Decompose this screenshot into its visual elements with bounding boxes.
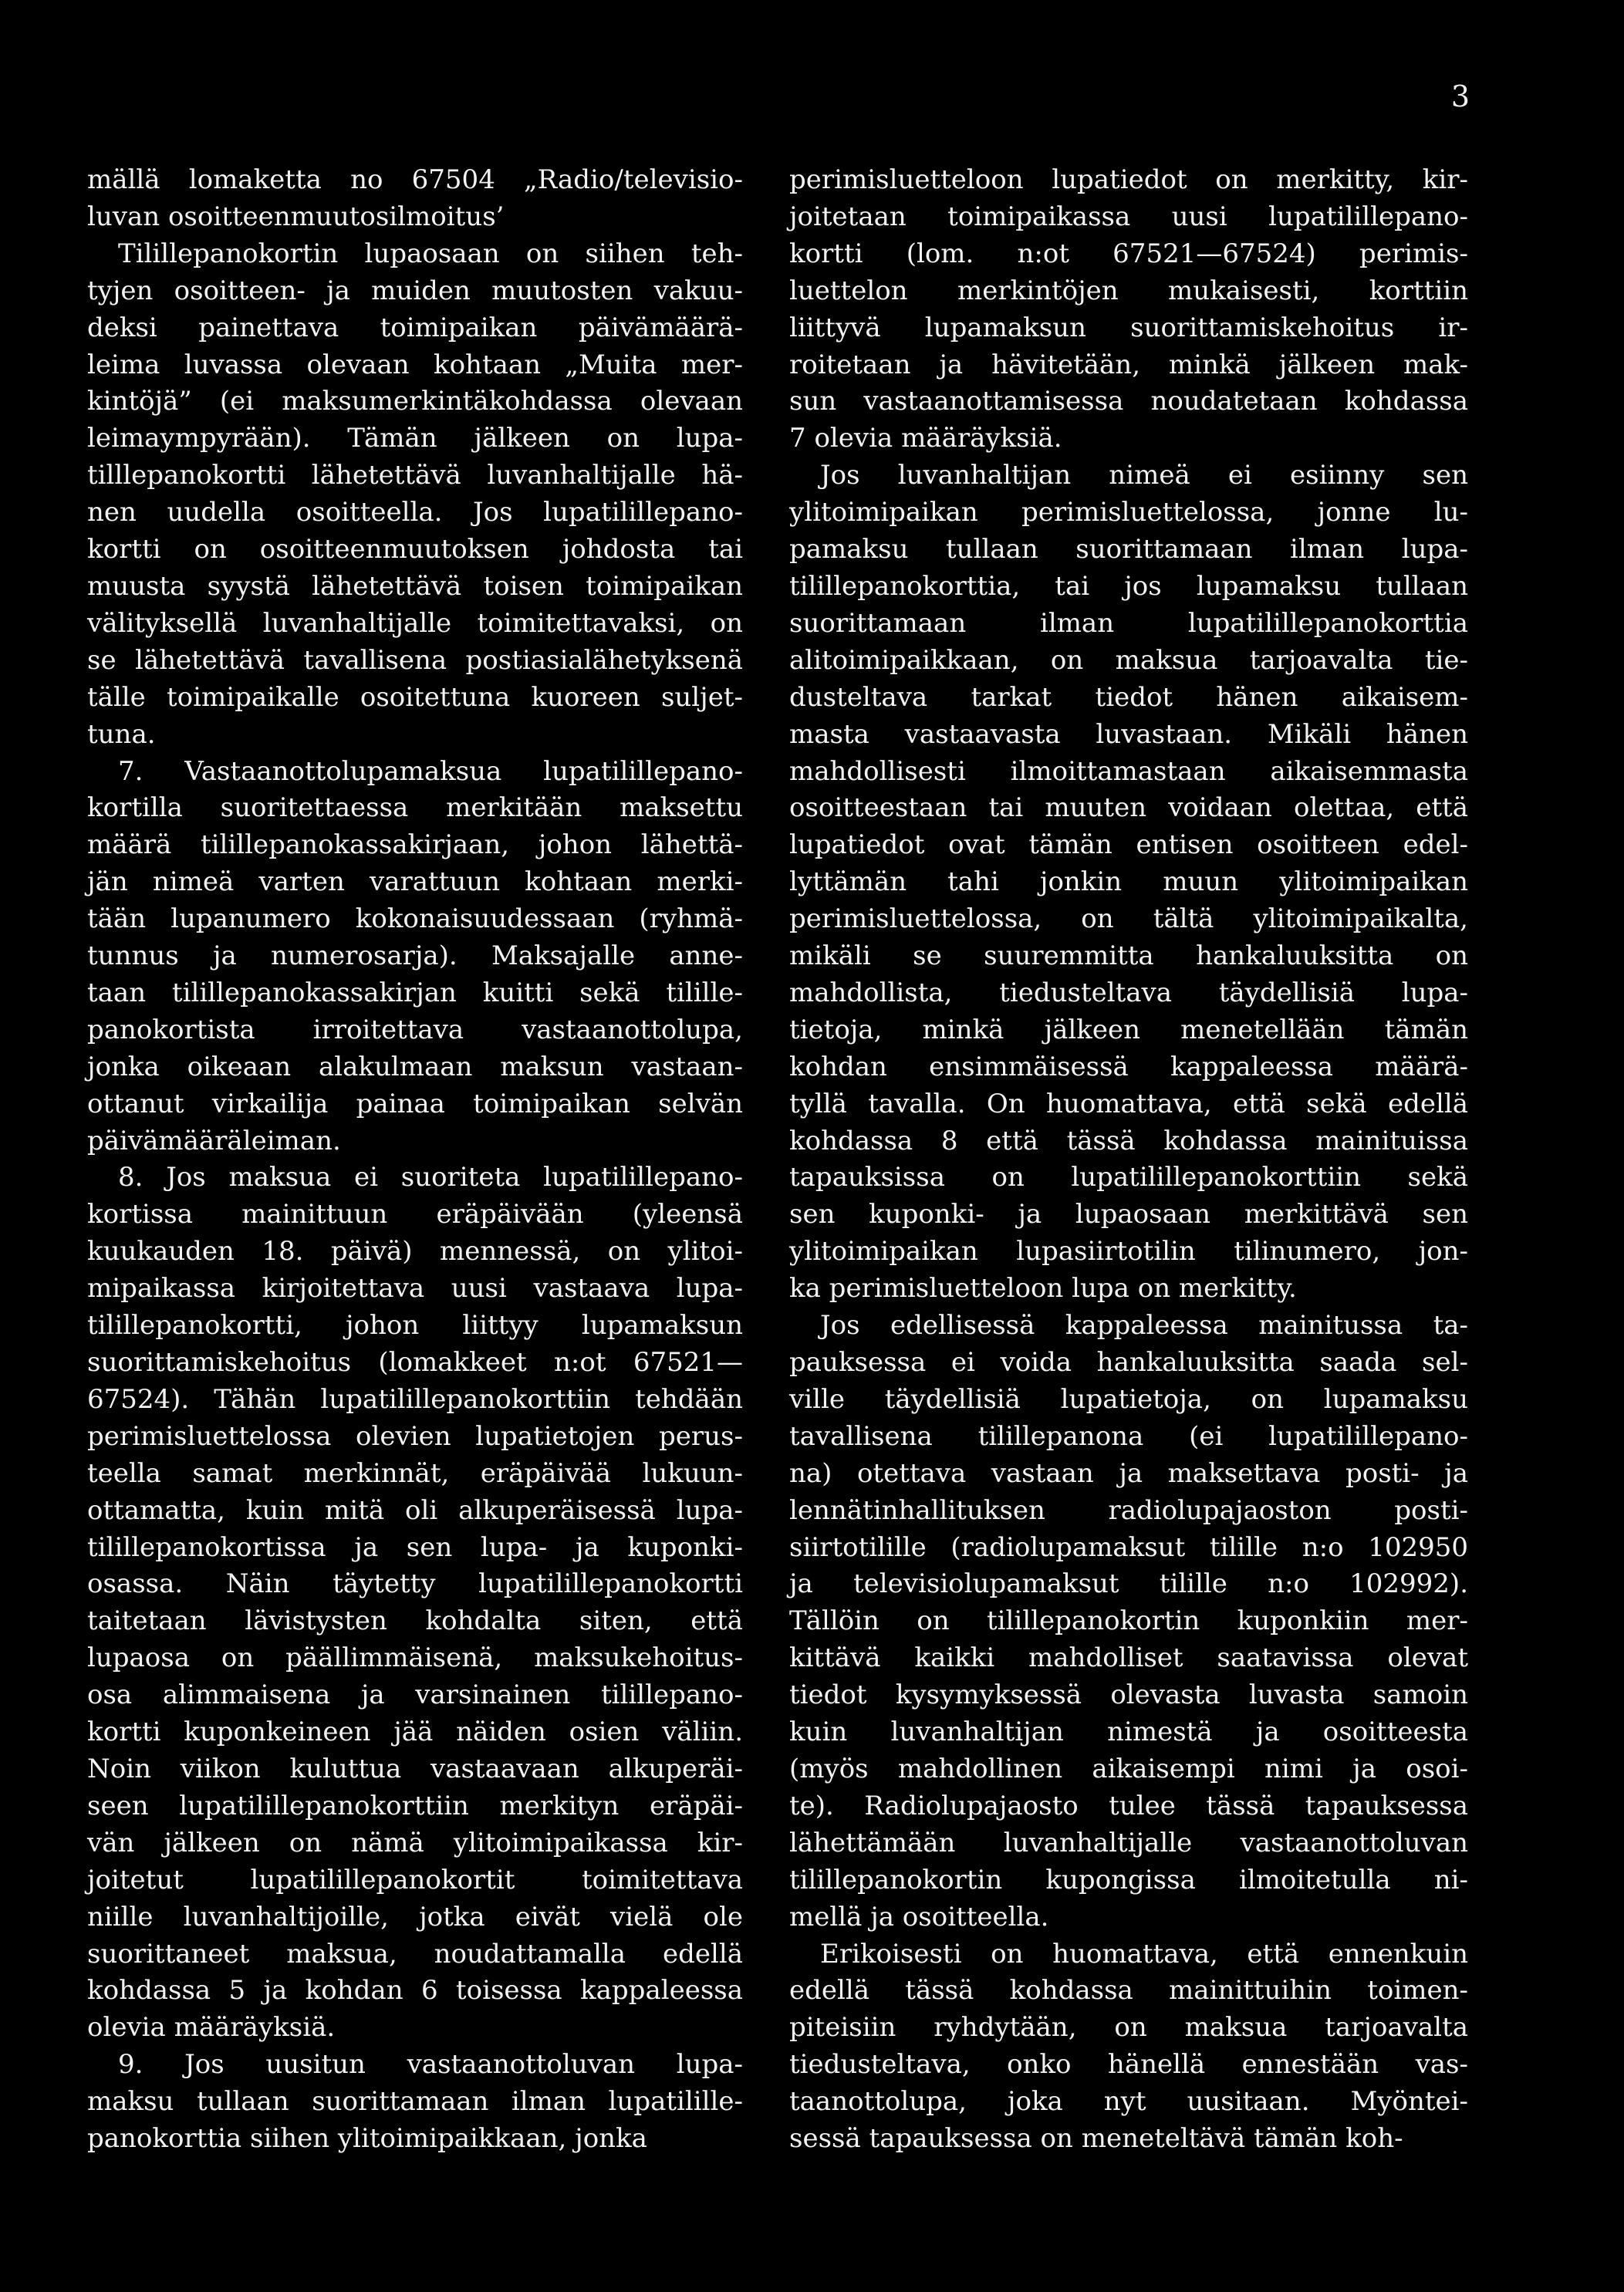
text-line: mipaikassa kirjoitettava uusi vastaava lupa- bbox=[87, 1273, 743, 1305]
text-line: Jos edellisessä kappaleessa mainitussa ta- bbox=[820, 1310, 1468, 1342]
text-line: leimaympyrään). Tämän jälkeen on lupa- bbox=[87, 423, 743, 454]
text-line: roitetaan ja hävitetään, minkä jälkeen mak- bbox=[789, 349, 1468, 380]
text-line: pamaksu tullaan suorittamaan ilman lupa- bbox=[789, 534, 1468, 565]
text-line: sun vastaanottamisessa noudatetaan kohdassa bbox=[789, 386, 1468, 417]
text-line: osoitteestaan tai muuten voidaan olettaa, että bbox=[789, 792, 1468, 824]
text-line: tilillepanokortin kupongissa ilmoitetulla ni- bbox=[789, 1864, 1468, 1895]
text-line: lennätinhallituksen radiolupajaoston posti- bbox=[789, 1494, 1468, 1526]
text-line: 9. Jos uusitun vastaanottoluvan lupa- bbox=[118, 2049, 743, 2081]
text-line: perimisluettelossa olevien lupatietojen perus- bbox=[87, 1420, 743, 1452]
text-line: kortti (lom. n:ot 67521—67524) perimis- bbox=[789, 238, 1468, 269]
text-line: nen uudella osoitteella. Jos lupatilillepano- bbox=[87, 497, 743, 528]
text-line: kohdassa 8 että tässä kohdassa mainituissa bbox=[789, 1125, 1468, 1156]
text-line: tiedot kysymyksessä olevasta luvasta samoin bbox=[789, 1679, 1468, 1711]
page-number: 3 bbox=[1450, 79, 1470, 113]
text-line: kohdan ensimmäisessä kappaleessa määrä- bbox=[789, 1051, 1468, 1082]
text-line: (myös mahdollinen aikaisempi nimi ja osoi- bbox=[789, 1753, 1468, 1784]
text-line: tavallisena tilillepanona (ei lupatilillepano- bbox=[789, 1420, 1468, 1452]
text-line: kortilla suoritettaessa merkitään maksettu bbox=[87, 792, 743, 824]
text-line: osassa. Näin täytetty lupatilillepanokortti bbox=[87, 1568, 743, 1600]
text-line: ylitoimipaikan perimisluettelossa, jonne lu- bbox=[789, 497, 1468, 528]
text-line: tilillepanokorttia, tai jos lupamaksu tullaan bbox=[789, 570, 1468, 602]
text-line: sessä tapauksessa on meneteltävä tämän koh- bbox=[789, 2123, 1403, 2155]
text-line: mikäli se suuremmitta hankaluuksitta on bbox=[789, 940, 1468, 972]
text-line: mellä ja osoitteella. bbox=[789, 1901, 1049, 1933]
right-column bbox=[789, 162, 1468, 2158]
text-line: tilillepanokortti, johon liittyy lupamaksun bbox=[87, 1310, 743, 1342]
text-line: tunnus ja numerosarja). Maksajalle anne- bbox=[87, 940, 743, 972]
text-line: sen kuponki- ja lupaosaan merkittävä sen bbox=[789, 1199, 1468, 1230]
text-line: lähettämään luvanhaltijalle vastaanottoluvan bbox=[789, 1827, 1468, 1858]
text-line: tyjen osoitteen- ja muiden muutosten vakuu- bbox=[87, 275, 743, 306]
text-line: alitoimipaikkaan, on maksua tarjoavalta tie- bbox=[789, 644, 1468, 676]
text-line: Erikoisesti on huomattava, että ennenkuin bbox=[820, 1938, 1468, 1970]
text-line: muusta syystä lähetettävä toisen toimipaikan bbox=[87, 570, 743, 602]
text-line: välityksellä luvanhaltijalle toimitettavaksi, on bbox=[87, 607, 743, 639]
text-line: kortti on osoitteenmuutoksen johdosta tai bbox=[87, 534, 743, 565]
text-line: Tällöin on tilillepanokortin kuponkiin mer- bbox=[789, 1605, 1468, 1637]
text-line: joitetut lupatilillepanokortit toimitettava bbox=[87, 1864, 743, 1895]
text-line: kuukauden 18. päivä) mennessä, on ylitoi- bbox=[87, 1236, 743, 1268]
text-line: na) otettava vastaan ja maksettava posti- ja bbox=[789, 1457, 1468, 1489]
text-line: perimisluetteloon lupatiedot on merkitty, kir- bbox=[789, 164, 1468, 195]
text-line: kortissa mainittuun eräpäivään (yleensä bbox=[87, 1199, 743, 1230]
text-line: panokortista irroitettava vastaanottolupa, bbox=[87, 1014, 743, 1045]
text-line: tilillepanokortissa ja sen lupa- ja kuponki- bbox=[87, 1531, 743, 1563]
text-line: Tilillepanokortin lupaosaan on siihen teh- bbox=[118, 238, 743, 269]
text-line: taitetaan lävistysten kohdalta siten, että bbox=[87, 1605, 743, 1637]
text-line: Jos luvanhaltijan nimeä ei esiinny sen bbox=[820, 460, 1468, 491]
text-line: maksu tullaan suorittamaan ilman lupatilille- bbox=[87, 2086, 743, 2118]
text-line: panokorttia siihen ylitoimipaikkaan, jonka bbox=[87, 2123, 647, 2155]
text-line: määrä tilillepanokassakirjaan, johon lähettä- bbox=[87, 829, 743, 861]
text-line: luvan osoitteenmuutosilmoitus’ bbox=[87, 201, 505, 232]
text-line: olevia määräyksiä. bbox=[87, 2012, 336, 2044]
text-line: tälle toimipaikalle osoitettuna kuoreen suljet- bbox=[87, 681, 743, 713]
text-line: ville täydellisiä lupatietoja, on lupamaksu bbox=[789, 1383, 1468, 1415]
text-line: seen lupatilillepanokorttiin merkityn eräpäi- bbox=[87, 1790, 743, 1821]
text-line: edellä tässä kohdassa mainittuihin toimen- bbox=[789, 1975, 1468, 2007]
text-line: suorittamiskehoitus (lomakkeet n:ot 67521— bbox=[87, 1347, 743, 1378]
text-line: siirtotilille (radiolupamaksut tilille n:o 102950 bbox=[789, 1531, 1468, 1563]
text-line: mahdollista, tiedusteltava täydellisiä lupa- bbox=[789, 977, 1468, 1008]
text-line: tuna. bbox=[87, 718, 156, 750]
text-line: kohdassa 5 ja kohdan 6 toisessa kappaleessa bbox=[87, 1975, 743, 2007]
text-line: mahdollisesti ilmoittamastaan aikaisemmasta bbox=[789, 755, 1468, 787]
text-line: tyllä tavalla. On huomattava, että sekä edellä bbox=[789, 1088, 1468, 1119]
text-line: kuin luvanhaltijan nimestä ja osoitteesta bbox=[789, 1716, 1468, 1748]
text-line: tään lupanumero kokonaisuudessaan (ryhmä- bbox=[87, 903, 743, 935]
left-column bbox=[87, 162, 743, 2158]
text-line: taanottolupa, joka nyt uusitaan. Myöntei- bbox=[789, 2086, 1468, 2118]
text-line: lyttämän tahi jonkin muun ylitoimipaikan bbox=[789, 866, 1468, 898]
text-line: kittävä kaikki mahdolliset saatavissa olevat bbox=[789, 1642, 1468, 1674]
text-line: päivämääräleiman. bbox=[87, 1125, 341, 1156]
text-line: lupaosa on päällimmäisenä, maksukehoitus- bbox=[87, 1642, 743, 1674]
text-line: ka perimisluetteloon lupa on merkitty. bbox=[789, 1273, 1297, 1305]
text-line: niille luvanhaltijoille, jotka eivät vielä ole bbox=[87, 1901, 743, 1933]
text-line: mällä lomaketta no 67504 „Radio/televisio- bbox=[87, 164, 743, 195]
text-line: vän jälkeen on nämä ylitoimipaikassa kir- bbox=[87, 1827, 743, 1858]
text-line: tilllepanokortti lähetettävä luvanhaltijalle hä- bbox=[87, 460, 743, 491]
text-line: kintöjä” (ei maksumerkintäkohdassa olevaan bbox=[87, 386, 743, 417]
text-line: leima luvassa olevaan kohtaan „Muita mer- bbox=[87, 349, 743, 380]
text-line: Noin viikon kuluttua vastaavaan alkuperäi- bbox=[87, 1753, 743, 1784]
text-line: 7. Vastaanottolupamaksua lupatilillepano- bbox=[118, 755, 743, 787]
text-line: jän nimeä varten varattuun kohtaan merki- bbox=[87, 866, 743, 898]
text-line: masta vastaavasta luvastaan. Mikäli hänen bbox=[789, 718, 1468, 750]
text-line: jonka oikeaan alakulmaan maksun vastaan- bbox=[87, 1051, 743, 1082]
text-line: joitetaan toimipaikassa uusi lupatilillepano- bbox=[789, 201, 1468, 232]
text-line: tietoja, minkä jälkeen menetellään tämän bbox=[789, 1014, 1468, 1045]
text-line: suorittamaan ilman lupatilillepanokorttia bbox=[789, 607, 1468, 639]
text-line: ylitoimipaikan lupasiirtotilin tilinumero, jon- bbox=[789, 1236, 1468, 1268]
text-line: teella samat merkinnät, eräpäivää lukuun- bbox=[87, 1457, 743, 1489]
text-line: te). Radiolupajaosto tulee tässä tapauksessa bbox=[789, 1790, 1468, 1821]
text-line: suorittaneet maksua, noudattamalla edellä bbox=[87, 1938, 743, 1970]
text-line: liittyvä lupamaksun suorittamiskehoitus ir- bbox=[789, 312, 1468, 343]
text-line: pauksessa ei voida hankaluuksitta saada sel- bbox=[789, 1347, 1468, 1378]
text-line: kortti kuponkeineen jää näiden osien väliin. bbox=[87, 1716, 743, 1748]
text-line: 67524). Tähän lupatilillepanokorttiin tehdään bbox=[87, 1383, 743, 1415]
text-line: 8. Jos maksua ei suoriteta lupatilillepano- bbox=[118, 1162, 743, 1193]
text-line: se lähetettävä tavallisena postiasialähetyksenä bbox=[87, 644, 743, 676]
text-line: ottamatta, kuin mitä oli alkuperäisessä lupa- bbox=[87, 1494, 743, 1526]
text-line: deksi painettava toimipaikan päivämäärä- bbox=[87, 312, 743, 343]
text-line: pitеisiin ryhdytään, on maksua tarjoavalta bbox=[789, 2012, 1468, 2044]
text-line: ottanut virkailija painaa toimipaikan selvän bbox=[87, 1088, 743, 1119]
text-line: osa alimmaisena ja varsinainen tilillepano- bbox=[87, 1679, 743, 1711]
text-line: taan tilillepanokassakirjan kuitti sekä tilille- bbox=[87, 977, 743, 1008]
text-line: perimisluettelossa, on tältä ylitoimipaikalta, bbox=[789, 903, 1468, 935]
text-line: ja televisiolupamaksut tilille n:o 102992). bbox=[789, 1568, 1468, 1600]
text-line: 7 olevia määräyksiä. bbox=[789, 423, 1062, 454]
text-line: tapauksissa on lupatilillepanokorttiin sekä bbox=[789, 1162, 1468, 1193]
text-line: luettelon merkintöjen mukaisesti, korttiin bbox=[789, 275, 1468, 306]
text-line: dusteltava tarkat tiedot hänen aikaisem- bbox=[789, 681, 1468, 713]
text-line: tiedusteltava, onko hänellä ennestään vas- bbox=[789, 2049, 1468, 2081]
text-line: lupatiedot ovat tämän entisen osoitteen edel- bbox=[789, 829, 1468, 861]
